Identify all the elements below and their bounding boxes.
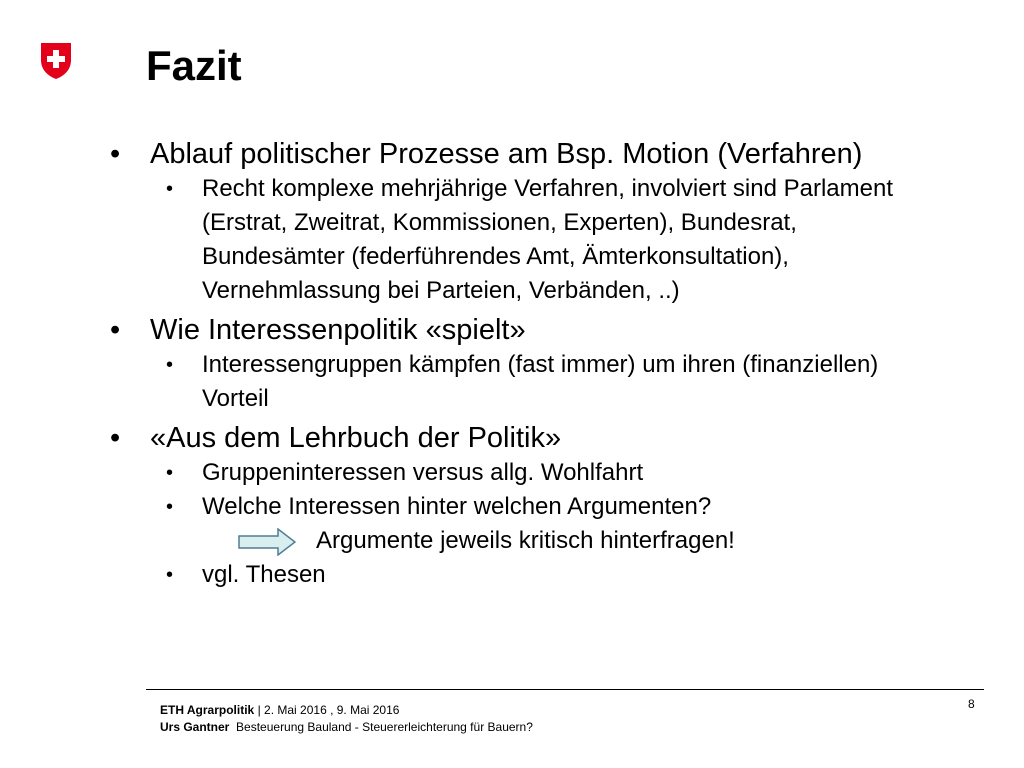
bullet-3: [110, 420, 930, 456]
bullet-3-sub-2-text: Welche Interessen hinter welchen Argumenten?: [202, 493, 712, 520]
footer-line-2: [160, 719, 533, 736]
bullet-3-sub-1: [110, 456, 930, 490]
bullet-1-sub-1: [110, 172, 930, 308]
footer-dates: 2. Mai 2016 , 9. Mai 2016: [264, 703, 400, 717]
page-number: 8: [968, 697, 975, 711]
sub-bullet-dot: •: [166, 354, 174, 376]
footer-subject: Besteuerung Bauland - Steuererleichterung für Bauern?: [236, 720, 533, 734]
slide-title: Fazit: [146, 42, 242, 89]
bullet-dot: •: [110, 314, 121, 346]
footer-org: ETH Agrarpolitik: [160, 703, 255, 717]
bullet-dot: •: [110, 422, 121, 454]
swiss-coat-of-arms-logo: [40, 42, 72, 80]
footer-author: Urs Gantner: [160, 720, 230, 734]
conclusion-text: Argumente jeweils kritisch hinterfragen!: [316, 527, 735, 554]
sub-bullet-dot: •: [166, 496, 174, 518]
slide-content: [110, 136, 930, 592]
footer-separator: |: [254, 703, 265, 717]
bullet-dot: •: [110, 138, 121, 170]
bullet-1: [110, 136, 930, 172]
bullet-2-text: Wie Interessenpolitik «spielt»: [150, 314, 526, 346]
bullet-3-sub-2: [110, 490, 930, 524]
bullet-2: [110, 312, 930, 348]
bullet-3-sub-3: [110, 558, 930, 592]
bullet-1-sub-1-text: Recht komplexe mehrjährige Verfahren, involviert sind Parlament (Erstrat, Zweitrat, Kommissionen, Experten), Bundesrat, Bundesämter (federführendes Amt, Ämterkonsultation), Vernehmlassung bei Parteien, Verbänden, ..): [202, 175, 893, 304]
bullet-2-sub-1: [110, 348, 930, 416]
sub-bullet-dot: •: [166, 462, 174, 484]
sub-bullet-dot: •: [166, 178, 174, 200]
conclusion-arrow-row: [110, 524, 930, 558]
right-arrow-icon: [238, 528, 296, 556]
bullet-3-text: «Aus dem Lehrbuch der Politik»: [150, 422, 562, 454]
sub-bullet-dot: •: [166, 564, 174, 586]
footer-line-1: [160, 702, 533, 719]
bullet-3-sub-3-text: vgl. Thesen: [202, 561, 326, 588]
bullet-3-sub-1-text: Gruppeninteressen versus allg. Wohlfahrt: [202, 459, 644, 486]
bullet-1-text: Ablauf politischer Prozesse am Bsp. Motion (Verfahren): [150, 138, 863, 170]
bullet-2-sub-1-text: Interessengruppen kämpfen (fast immer) um ihren (finanziellen) Vorteil: [202, 351, 879, 412]
slide-footer: [160, 702, 533, 736]
footer-divider: [146, 689, 984, 690]
